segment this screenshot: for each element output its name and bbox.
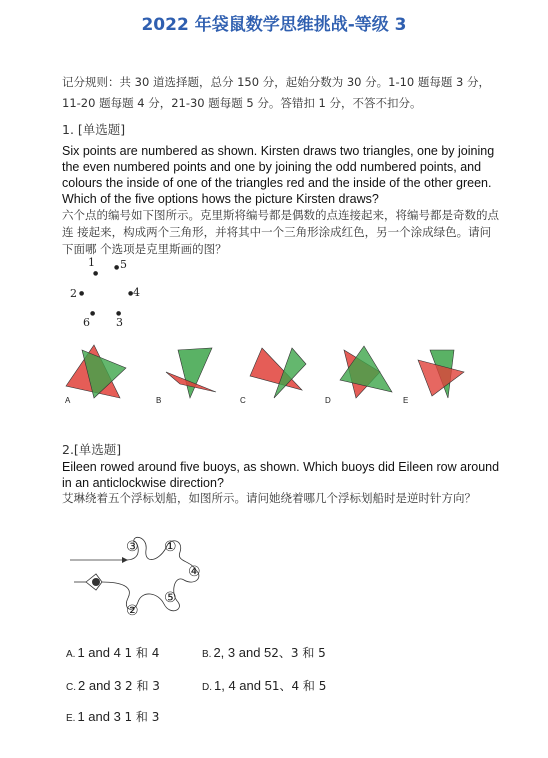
buoy-1-label: ① (164, 539, 177, 555)
option-d-label: D (325, 396, 331, 405)
option-d-figure (340, 346, 392, 398)
choice-e[interactable] (66, 708, 159, 725)
option-c-label: C (240, 396, 246, 405)
option-b-label: B (156, 396, 162, 405)
point-5-label: 5 (120, 258, 127, 271)
choice-a-cn: 1 和 4 (124, 646, 160, 660)
choice-c-letter: C. (66, 682, 76, 693)
choice-a-letter: A. (66, 649, 76, 660)
scoring-rules: 记分规则：共 30 道选择题，总分 150 分，起始分数为 30 分。1-10 题每题 3 分，11-20 题每题 4 分，21-30 题每题 5 分。答错扣 1 分，不答不扣分。 (62, 75, 491, 110)
q2-chinese-text: 艾琳绕着五个浮标划船，如图所示。请问她绕着哪几个浮标划船时是逆时针方向？ (62, 491, 476, 505)
buoy-4-label: ④ (188, 564, 201, 580)
q1-english-text: Six points are numbered as shown. Kirsten draws two triangles, one by joining the even numbered points and one by joining the odd numbered points, and colours the inside of one of the triangles red and the inside of the other green. Which of the five options hows the picture Kirsten draws? (62, 144, 495, 206)
point-2-label: 2 (70, 287, 77, 300)
choice-d[interactable] (202, 677, 326, 694)
choice-b[interactable] (202, 644, 326, 661)
triangle-options-figure (60, 340, 500, 406)
choice-a-en: 1 and 4 (77, 645, 121, 660)
q2-header: 2.[单选题] (62, 442, 122, 457)
point-2-dot: ● (79, 290, 85, 297)
option-e-label: E (403, 396, 409, 405)
choice-a[interactable] (66, 644, 159, 661)
point-5-dot: ● (114, 264, 120, 271)
choice-b-cn: 2、3 和 5 (271, 646, 326, 660)
option-b-figure (166, 348, 216, 398)
choice-b-en: 2, 3 and 5 (213, 645, 272, 660)
point-1-label: 1 (88, 256, 95, 269)
point-4-label: 4 (133, 286, 140, 299)
option-c-figure (250, 348, 306, 398)
choice-c-en: 2 and 3 (78, 678, 122, 693)
choice-e-en: 1 and 3 (77, 709, 121, 724)
choice-e-cn: 1 和 3 (124, 710, 160, 724)
choice-d-cn: 1、4 和 5 (271, 679, 327, 693)
point-6-label: 6 (83, 316, 90, 329)
choice-c[interactable] (66, 677, 160, 694)
point-4-dot: ● (128, 290, 134, 297)
q2-english-text: Eileen rowed around five buoys, as shown. Which buoys did Eileen row around in an anticlockwise direction? (62, 460, 500, 490)
q1-chinese-text: 六个点的编号如下图所示。克里斯将编号都是偶数的点连接起来，将编号都是奇数的点连 接起来，构成两个三角形，并将其中一个三角形涂成红色，另一个涂成绿色。请问下面哪 个选项是克里斯画的图？ (62, 208, 499, 256)
choice-c-cn: 2 和 3 (125, 679, 160, 693)
buoy-5-label: ⑤ (164, 590, 177, 606)
choice-e-letter: E. (66, 713, 76, 724)
choice-d-en: 1, 4 and 5 (214, 678, 272, 693)
choice-b-letter: B. (202, 649, 212, 660)
q1-header: 1. [单选题] (62, 122, 126, 137)
point-1-dot: ● (93, 270, 99, 277)
point-3-dot: ● (116, 310, 122, 317)
option-e-figure (418, 350, 464, 398)
choice-d-letter: D. (202, 682, 212, 693)
point-3-label: 3 (116, 316, 123, 329)
buoy-3-label: ③ (126, 539, 139, 555)
buoy-2-label: ② (126, 603, 139, 619)
page-title: 2022 年袋鼠数学思维挑战-等级 3 (141, 15, 407, 35)
option-a-label: A (65, 396, 71, 405)
option-a-figure (66, 345, 126, 398)
point-6-dot: ● (90, 310, 96, 317)
buoys-route-figure (66, 530, 226, 630)
